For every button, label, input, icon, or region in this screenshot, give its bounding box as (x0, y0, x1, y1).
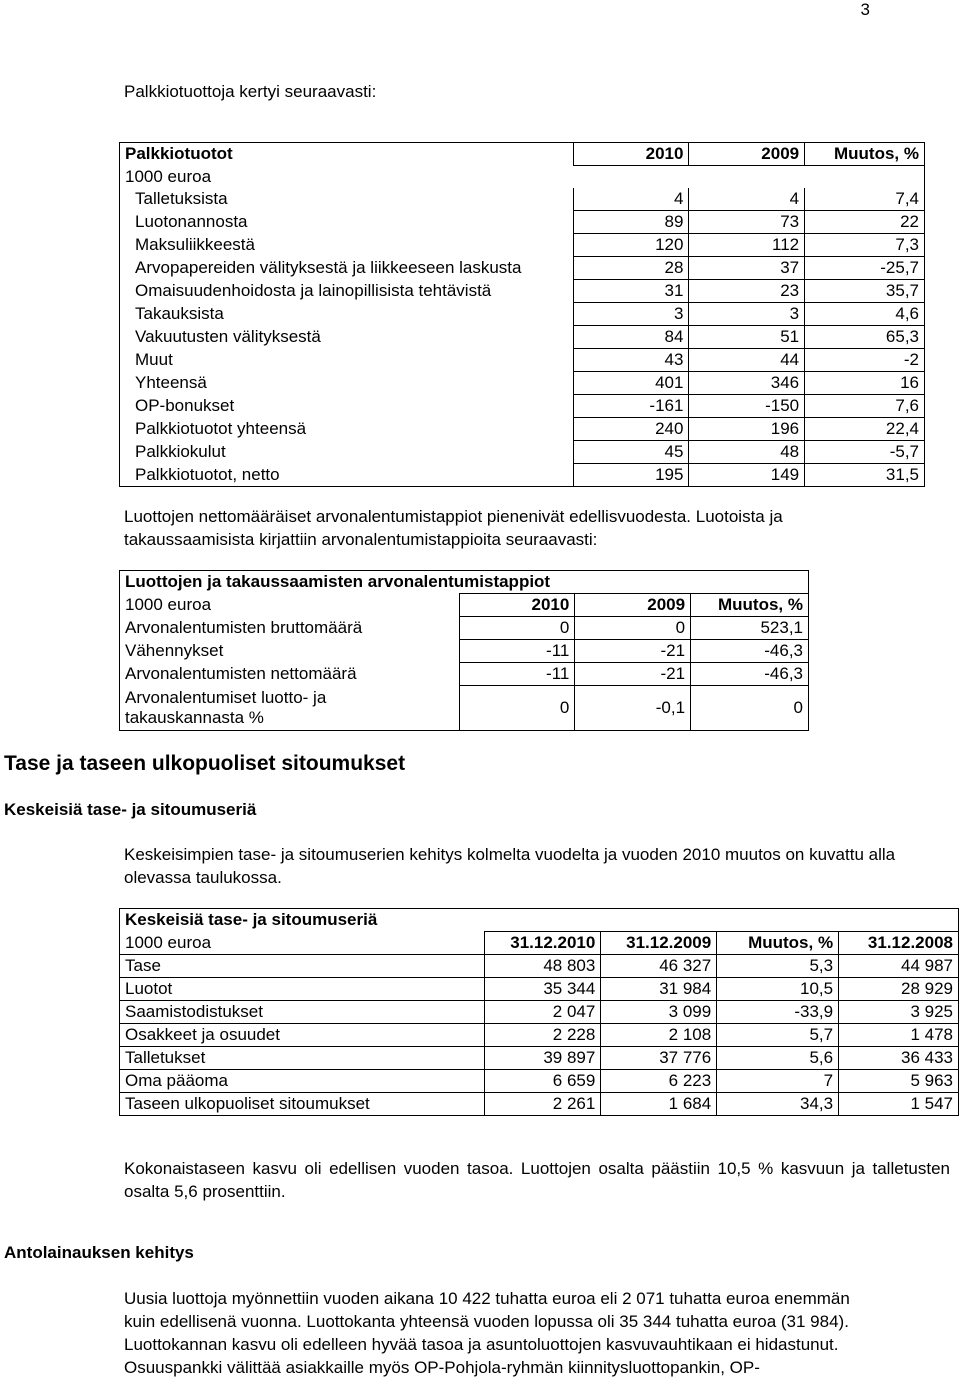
cell-value: 10,5 (717, 978, 839, 1001)
cell-value: 22,4 (805, 418, 925, 441)
cell-value: 120 (573, 234, 689, 257)
cell-value: 73 (689, 211, 805, 234)
unit-label: 1000 euroa (125, 595, 212, 614)
row-label: Vakuutusten välityksestä (135, 327, 321, 346)
row-label: Palkkiotuotot, netto (135, 464, 280, 484)
cell-value: 6 223 (601, 1070, 717, 1093)
row-label: Maksuliikkeestä (135, 235, 255, 254)
cell-value: -46,3 (691, 663, 809, 686)
fee-income-table (119, 142, 925, 487)
unit-label: 1000 euroa (120, 932, 485, 955)
cell-value: 5,6 (717, 1047, 839, 1070)
row-label: Takauksista (135, 304, 224, 323)
cell-value: -11 (459, 640, 575, 663)
table-header-row (120, 932, 959, 955)
cell-value: 195 (573, 464, 689, 487)
row-label: OP-bonukset (135, 396, 235, 415)
cell-value: 28 (573, 257, 689, 280)
cell-value: 401 (573, 372, 689, 395)
row-label: Vähennykset (125, 641, 224, 660)
cell-value: -2 (805, 349, 925, 372)
text-line: Luottokannan kasvu oli edelleen hyvää tasoa ja asuntoluottojen kasvuvauhtikaan ei hidastunut. (124, 1335, 839, 1354)
row-label: Yhteensä (135, 373, 207, 392)
row-label: Palkkiokulut (135, 442, 226, 461)
cell-value: -25,7 (805, 257, 925, 280)
row-label: Tase (120, 955, 485, 978)
row-label: Arvonalentumisten nettomäärä (125, 664, 357, 683)
growth-text: Kokonaistaseen kasvu oli edellisen vuoden tasoa. Luottojen osalta päästiin 10,5 % kasvuun ja talletusten osalta 5,6 prosenttiin. (124, 1159, 950, 1201)
table-title: Palkkiotuotot (125, 144, 233, 164)
cell-value: 4 (573, 188, 689, 211)
lending-text (124, 1287, 954, 1379)
col-header: 31.12.2008 (839, 932, 959, 955)
cell-value: 7 (717, 1070, 839, 1093)
cell-value: 1 478 (839, 1024, 959, 1047)
cell-value: 44 987 (839, 955, 959, 978)
table-row (120, 372, 925, 395)
cell-value: 16 (805, 372, 925, 395)
table-row (120, 617, 809, 640)
table-row (120, 395, 925, 418)
cell-value: 3 (573, 303, 689, 326)
cell-value: 1 684 (601, 1093, 717, 1116)
col-header: 2009 (575, 594, 691, 617)
cell-value: -0,1 (575, 686, 691, 731)
unit-row (120, 166, 925, 189)
col-header: 31.12.2010 (485, 932, 601, 955)
cell-value: 0 (691, 686, 809, 731)
cell-value: -46,3 (691, 640, 809, 663)
table-title-row (120, 909, 959, 932)
cell-value: 65,3 (805, 326, 925, 349)
cell-value: -21 (575, 640, 691, 663)
subheading-lending: Antolainauksen kehitys (4, 1243, 194, 1262)
col-header: Muutos, % (691, 594, 809, 617)
table-row (120, 464, 925, 487)
cell-value: 5,7 (717, 1024, 839, 1047)
cell-value: -5,7 (805, 441, 925, 464)
cell-value: 44 (689, 349, 805, 372)
cell-value: 37 776 (601, 1047, 717, 1070)
col-header: Muutos, % (717, 932, 839, 955)
table-row (120, 418, 925, 441)
table-header-row (120, 594, 809, 617)
table-row (120, 640, 809, 663)
cell-value: 4 (689, 188, 805, 211)
cell-value: 89 (573, 211, 689, 234)
text-line: kuin edellisenä vuonna. Luottokanta yhteensä vuoden lopussa oli 35 344 tuhatta euroa (31 984). (124, 1312, 849, 1331)
cell-value: 6 659 (485, 1070, 601, 1093)
cell-value: 5 963 (839, 1070, 959, 1093)
cell-value: 149 (689, 464, 805, 487)
text-line: Uusia luottoja myönnettiin vuoden aikana 10 422 tuhatta euroa eli 2 071 tuhatta euroa enemmän (124, 1289, 850, 1308)
row-label: Osakkeet ja osuudet (120, 1024, 485, 1047)
cell-value: 35 344 (485, 978, 601, 1001)
text-line: Osuuspankki välittää asiakkaille myös OP-Pohjola-ryhmän kiinnitysluottopankin, OP- (124, 1358, 760, 1377)
row-label: Talletukset (120, 1047, 485, 1070)
cell-value: 2 228 (485, 1024, 601, 1047)
table-row (120, 188, 925, 211)
table-row (120, 1093, 959, 1116)
row-label: Talletuksista (135, 189, 228, 209)
table-row (120, 234, 925, 257)
table-title: Luottojen ja takaussaamisten arvonalentumistappiot (125, 572, 551, 591)
cell-value: -21 (575, 663, 691, 686)
table-row (120, 955, 959, 978)
row-label: Omaisuudenhoidosta ja lainopillisista tehtävistä (135, 281, 492, 300)
cell-value: 31 (573, 280, 689, 303)
cell-value: 37 (689, 257, 805, 280)
table-row (120, 441, 925, 464)
cell-value: 22 (805, 211, 925, 234)
cell-value: 3 925 (839, 1001, 959, 1024)
cell-value: 31,5 (805, 464, 925, 487)
row-label: Taseen ulkopuoliset sitoumukset (120, 1093, 485, 1116)
cell-value: -150 (689, 395, 805, 418)
cell-value: -161 (573, 395, 689, 418)
cell-value: 2 108 (601, 1024, 717, 1047)
row-label: Saamistodistukset (120, 1001, 485, 1024)
cell-value: 46 327 (601, 955, 717, 978)
table-row (120, 1024, 959, 1047)
cell-value: 39 897 (485, 1047, 601, 1070)
table-row (120, 326, 925, 349)
row-label: Arvonalentumiset luotto- ja takauskannasta % (125, 687, 327, 727)
cell-value: 35,7 (805, 280, 925, 303)
table-row (120, 211, 925, 234)
table-title: Keskeisiä tase- ja sitoumuseriä (125, 910, 378, 929)
cell-value: -11 (459, 663, 575, 686)
cell-value: 31 984 (601, 978, 717, 1001)
cell-value: 0 (459, 686, 575, 731)
row-label: Luotonannosta (135, 212, 248, 231)
table-row (120, 978, 959, 1001)
impairment-table (119, 570, 809, 731)
col-header: 2009 (689, 143, 805, 166)
cell-value: 28 929 (839, 978, 959, 1001)
impairment-text: Luottojen nettomääräiset arvonalentumistappiot pienenivät edellisvuodesta. Luotoista ja takaussaamisista kirjattiin arvonalentumistappioita seuraavasti: (124, 507, 783, 549)
cell-value: 3 (689, 303, 805, 326)
cell-value: 0 (459, 617, 575, 640)
cell-value: 2 047 (485, 1001, 601, 1024)
cell-value: 240 (573, 418, 689, 441)
cell-value: 7,3 (805, 234, 925, 257)
cell-value: 23 (689, 280, 805, 303)
row-label: Luotot (120, 978, 485, 1001)
table-row (120, 349, 925, 372)
col-header: 2010 (459, 594, 575, 617)
cell-value: 196 (689, 418, 805, 441)
cell-value: 346 (689, 372, 805, 395)
row-label: Muut (135, 350, 173, 369)
cell-value: 3 099 (601, 1001, 717, 1024)
cell-value: 43 (573, 349, 689, 372)
row-label: Palkkiotuotot yhteensä (135, 419, 307, 438)
table-row (120, 663, 809, 686)
table-row (120, 1070, 959, 1093)
row-label: Oma pääoma (120, 1070, 485, 1093)
key-items-text: Keskeisimpien tase- ja sitoumuserien kehitys kolmelta vuodelta ja vuoden 2010 muutos on kuvattu alla olevassa taulukossa. (124, 845, 896, 887)
table-row (120, 1047, 959, 1070)
cell-value: 2 261 (485, 1093, 601, 1116)
cell-value: 1 547 (839, 1093, 959, 1116)
cell-value: 523,1 (691, 617, 809, 640)
cell-value: 48 803 (485, 955, 601, 978)
section-heading-balance: Tase ja taseen ulkopuoliset sitoumukset (4, 752, 406, 775)
cell-value: 7,4 (805, 188, 925, 211)
cell-value: 45 (573, 441, 689, 464)
row-label: Arvopapereiden välityksestä ja liikkeeseen laskusta (135, 258, 522, 277)
table-row (120, 303, 925, 326)
cell-value: 7,6 (805, 395, 925, 418)
table-row (120, 1001, 959, 1024)
cell-value: 84 (573, 326, 689, 349)
cell-value: 4,6 (805, 303, 925, 326)
balance-table (119, 908, 959, 1116)
table-header-row (120, 143, 925, 166)
cell-value: 34,3 (717, 1093, 839, 1116)
intro-text: Palkkiotuottoja kertyi seuraavasti: (124, 82, 377, 101)
col-header: 31.12.2009 (601, 932, 717, 955)
cell-value: -33,9 (717, 1001, 839, 1024)
page-number: 3 (860, 0, 870, 19)
cell-value: 0 (575, 617, 691, 640)
table-row (120, 686, 809, 731)
table-row (120, 280, 925, 303)
col-header: Muutos, % (805, 143, 925, 166)
table-row (120, 257, 925, 280)
cell-value: 48 (689, 441, 805, 464)
table-title-row (120, 571, 809, 594)
cell-value: 5,3 (717, 955, 839, 978)
cell-value: 51 (689, 326, 805, 349)
subheading-key-items: Keskeisiä tase- ja sitoumuseriä (4, 800, 257, 819)
row-label: Arvonalentumisten bruttomäärä (125, 618, 363, 637)
col-header: 2010 (573, 143, 689, 166)
cell-value: 112 (689, 234, 805, 257)
unit-label: 1000 euroa (125, 166, 212, 186)
cell-value: 36 433 (839, 1047, 959, 1070)
